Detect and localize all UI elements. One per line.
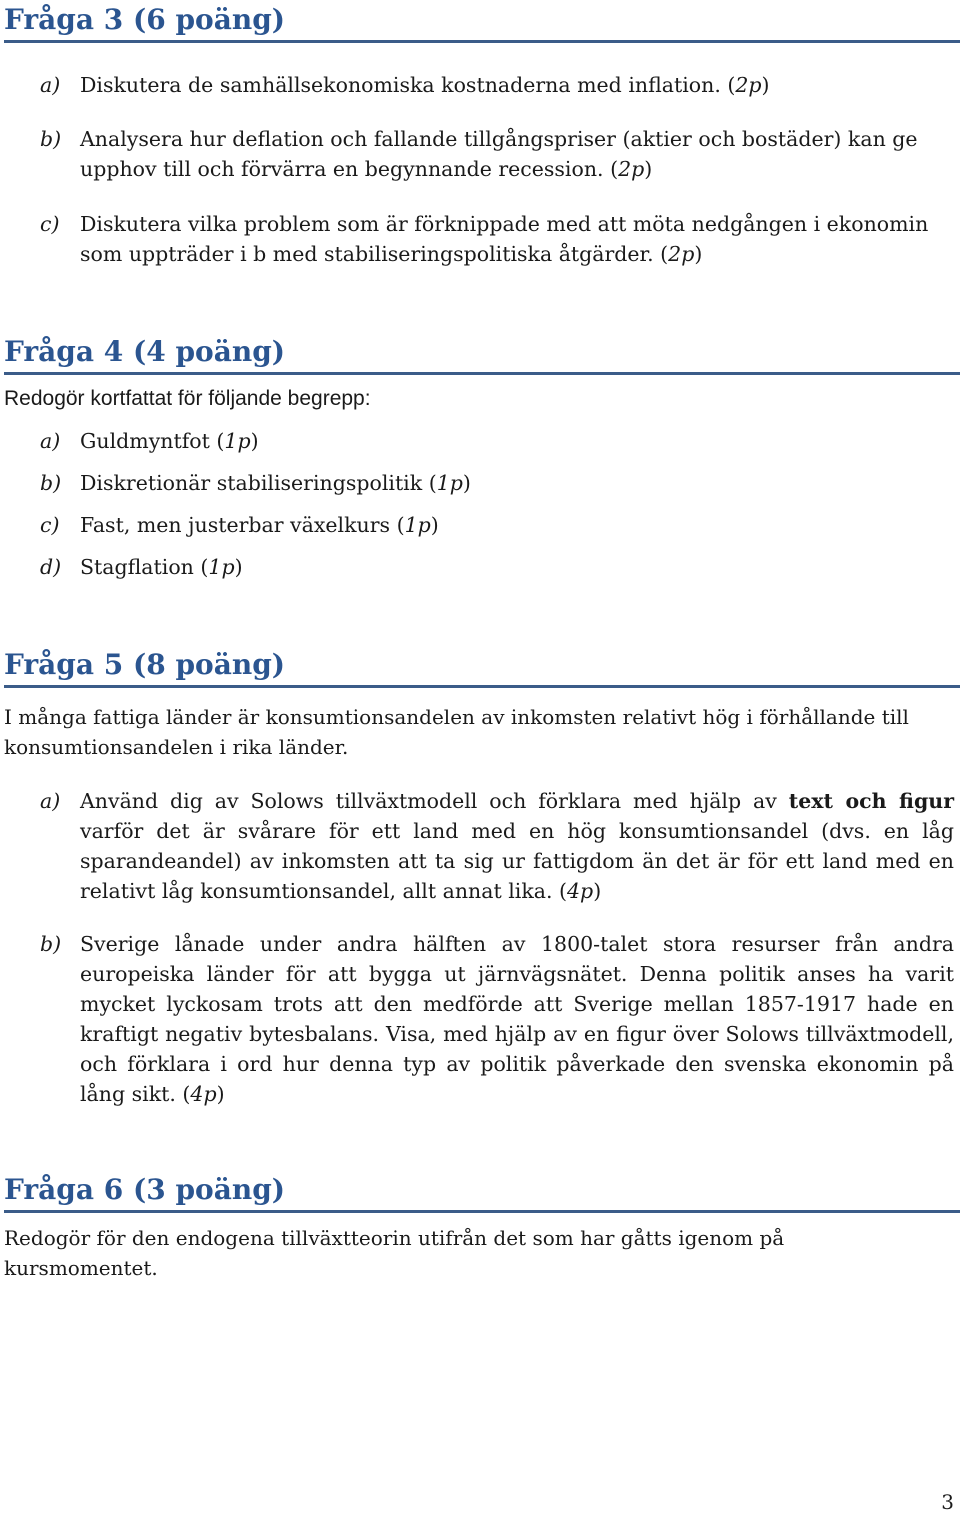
item-points: 4p [567,879,594,903]
item-points: 4p [190,1082,217,1106]
q3-item-b: b) Analysera hur deflation och fallande tillgångspriser (aktier och bostäder) kan ge upphov till och förvärra en begynnande recession. (2p) [40,124,954,184]
item-text: Diskutera vilka problem som är förknippade med att möta nedgången i ekonomin som uppträder i b med stabiliseringspolitiska åtgärder. [80,212,929,266]
q4-item-a: a) Guldmyntfot (1p) [40,426,954,456]
item-points: 2p [668,242,695,266]
item-letter: a) [40,789,61,813]
item-points: 1p [436,471,463,495]
question-4-heading: Fråga 4 (4 poäng) [4,334,960,375]
item-text: Fast, men justerbar växelkurs [80,513,391,537]
item-letter: d) [40,555,62,579]
question-3-heading: Fråga 3 (6 poäng) [4,2,960,43]
item-letter: a) [40,73,61,97]
q6-text: Redogör för den endogena tillväxtteorin utifrån det som har gåtts igenom på kursmomentet. [4,1226,785,1280]
q4-item-c: c) Fast, men justerbar växelkurs (1p) [40,510,954,540]
item-letter: c) [40,212,60,236]
item-letter: c) [40,513,60,537]
item-text: Sverige lånade under andra hälften av 1800-talet stora resurser från andra europeiska länder för att bygga ut järnvägsnätet. Denna politik anses ha varit mycket lyckosam trots att den medförde att Sverige mellan 1857-1917 hade en kraftigt negativ bytesbalans. Visa, med hjälp av en figur över Solows tillväxtmodell, och förklara i ord hur denna typ av politik påverkade den svenska ekonomin på lång sikt. [80,932,954,1106]
question-6-heading: Fråga 6 (3 poäng) [4,1172,960,1213]
item-points: 1p [404,513,431,537]
q5-item-b: b) Sverige lånade under andra hälften av 1800-talet stora resurser från andra europeiska länder för att bygga ut järnvägsnätet. Denna politik anses ha varit mycket lyckosam trots att den medförde att Sverige mellan 1857-1917 hade en kraftigt negativ bytesbalans. Visa, med hjälp av en figur över Solows tillväxtmodell, och förklara i ord hur denna typ av politik påverkade den svenska ekonomin på lång sikt. (4p) [40,929,954,1109]
q5-item-a: a) Använd dig av Solows tillväxtmodell och förklara med hjälp av text och figur varför det är svårare för ett land med en hög konsumtionsandel (dvs. en låg sparandeandel) av inkomsten att ta sig ur fattigdom än det är för ett land med en relativt låg konsumtionsandel, allt annat lika. (4p) [40,786,954,906]
item-text: Analysera hur deflation och fallande tillgångspriser (aktier och bostäder) kan ge upphov till och förvärra en begynnande recession. [80,127,918,181]
item-letter: a) [40,429,61,453]
q4-item-b: b) Diskretionär stabiliseringspolitik (1p) [40,468,954,498]
q4-intro: Redogör kortfattat för följande begrepp: [4,387,371,410]
question-5-heading: Fråga 5 (8 poäng) [4,647,960,688]
item-letter: b) [40,932,62,956]
item-text: Diskutera de samhällsekonomiska kostnaderna med inflation. [80,73,721,97]
q3-item-a: a) Diskutera de samhällsekonomiska kostnaderna med inflation. (2p) [40,70,954,100]
item-letter: b) [40,471,62,495]
item-text-bold: text och figur [788,789,954,813]
item-points: 2p [618,157,645,181]
item-points: 2p [735,73,762,97]
item-text-before: Använd dig av Solows tillväxtmodell och förklara med hjälp av [80,789,777,813]
item-text: Guldmyntfot [80,429,210,453]
item-letter: b) [40,127,62,151]
item-points: 1p [208,555,235,579]
item-points: 1p [224,429,251,453]
item-text-after: varför det är svårare för ett land med en hög konsumtionsandel (dvs. en låg sparandeandel) av inkomsten att ta sig ur fattigdom än det är för ett land med en relativt låg konsumtionsandel, allt annat lika. [80,819,954,903]
q4-item-d: d) Stagflation (1p) [40,552,954,582]
q3-item-c: c) Diskutera vilka problem som är förknippade med att möta nedgången i ekonomin som uppträder i b med stabiliseringspolitiska åtgärder. (2p) [40,209,954,269]
q5-intro: I många fattiga länder är konsumtionsandelen av inkomsten relativt hög i förhållande till konsumtionsandelen i rika länder. [4,705,909,759]
page-number: 3 [941,1490,954,1514]
item-text: Diskretionär stabiliseringspolitik [80,471,423,495]
item-text: Stagflation [80,555,194,579]
